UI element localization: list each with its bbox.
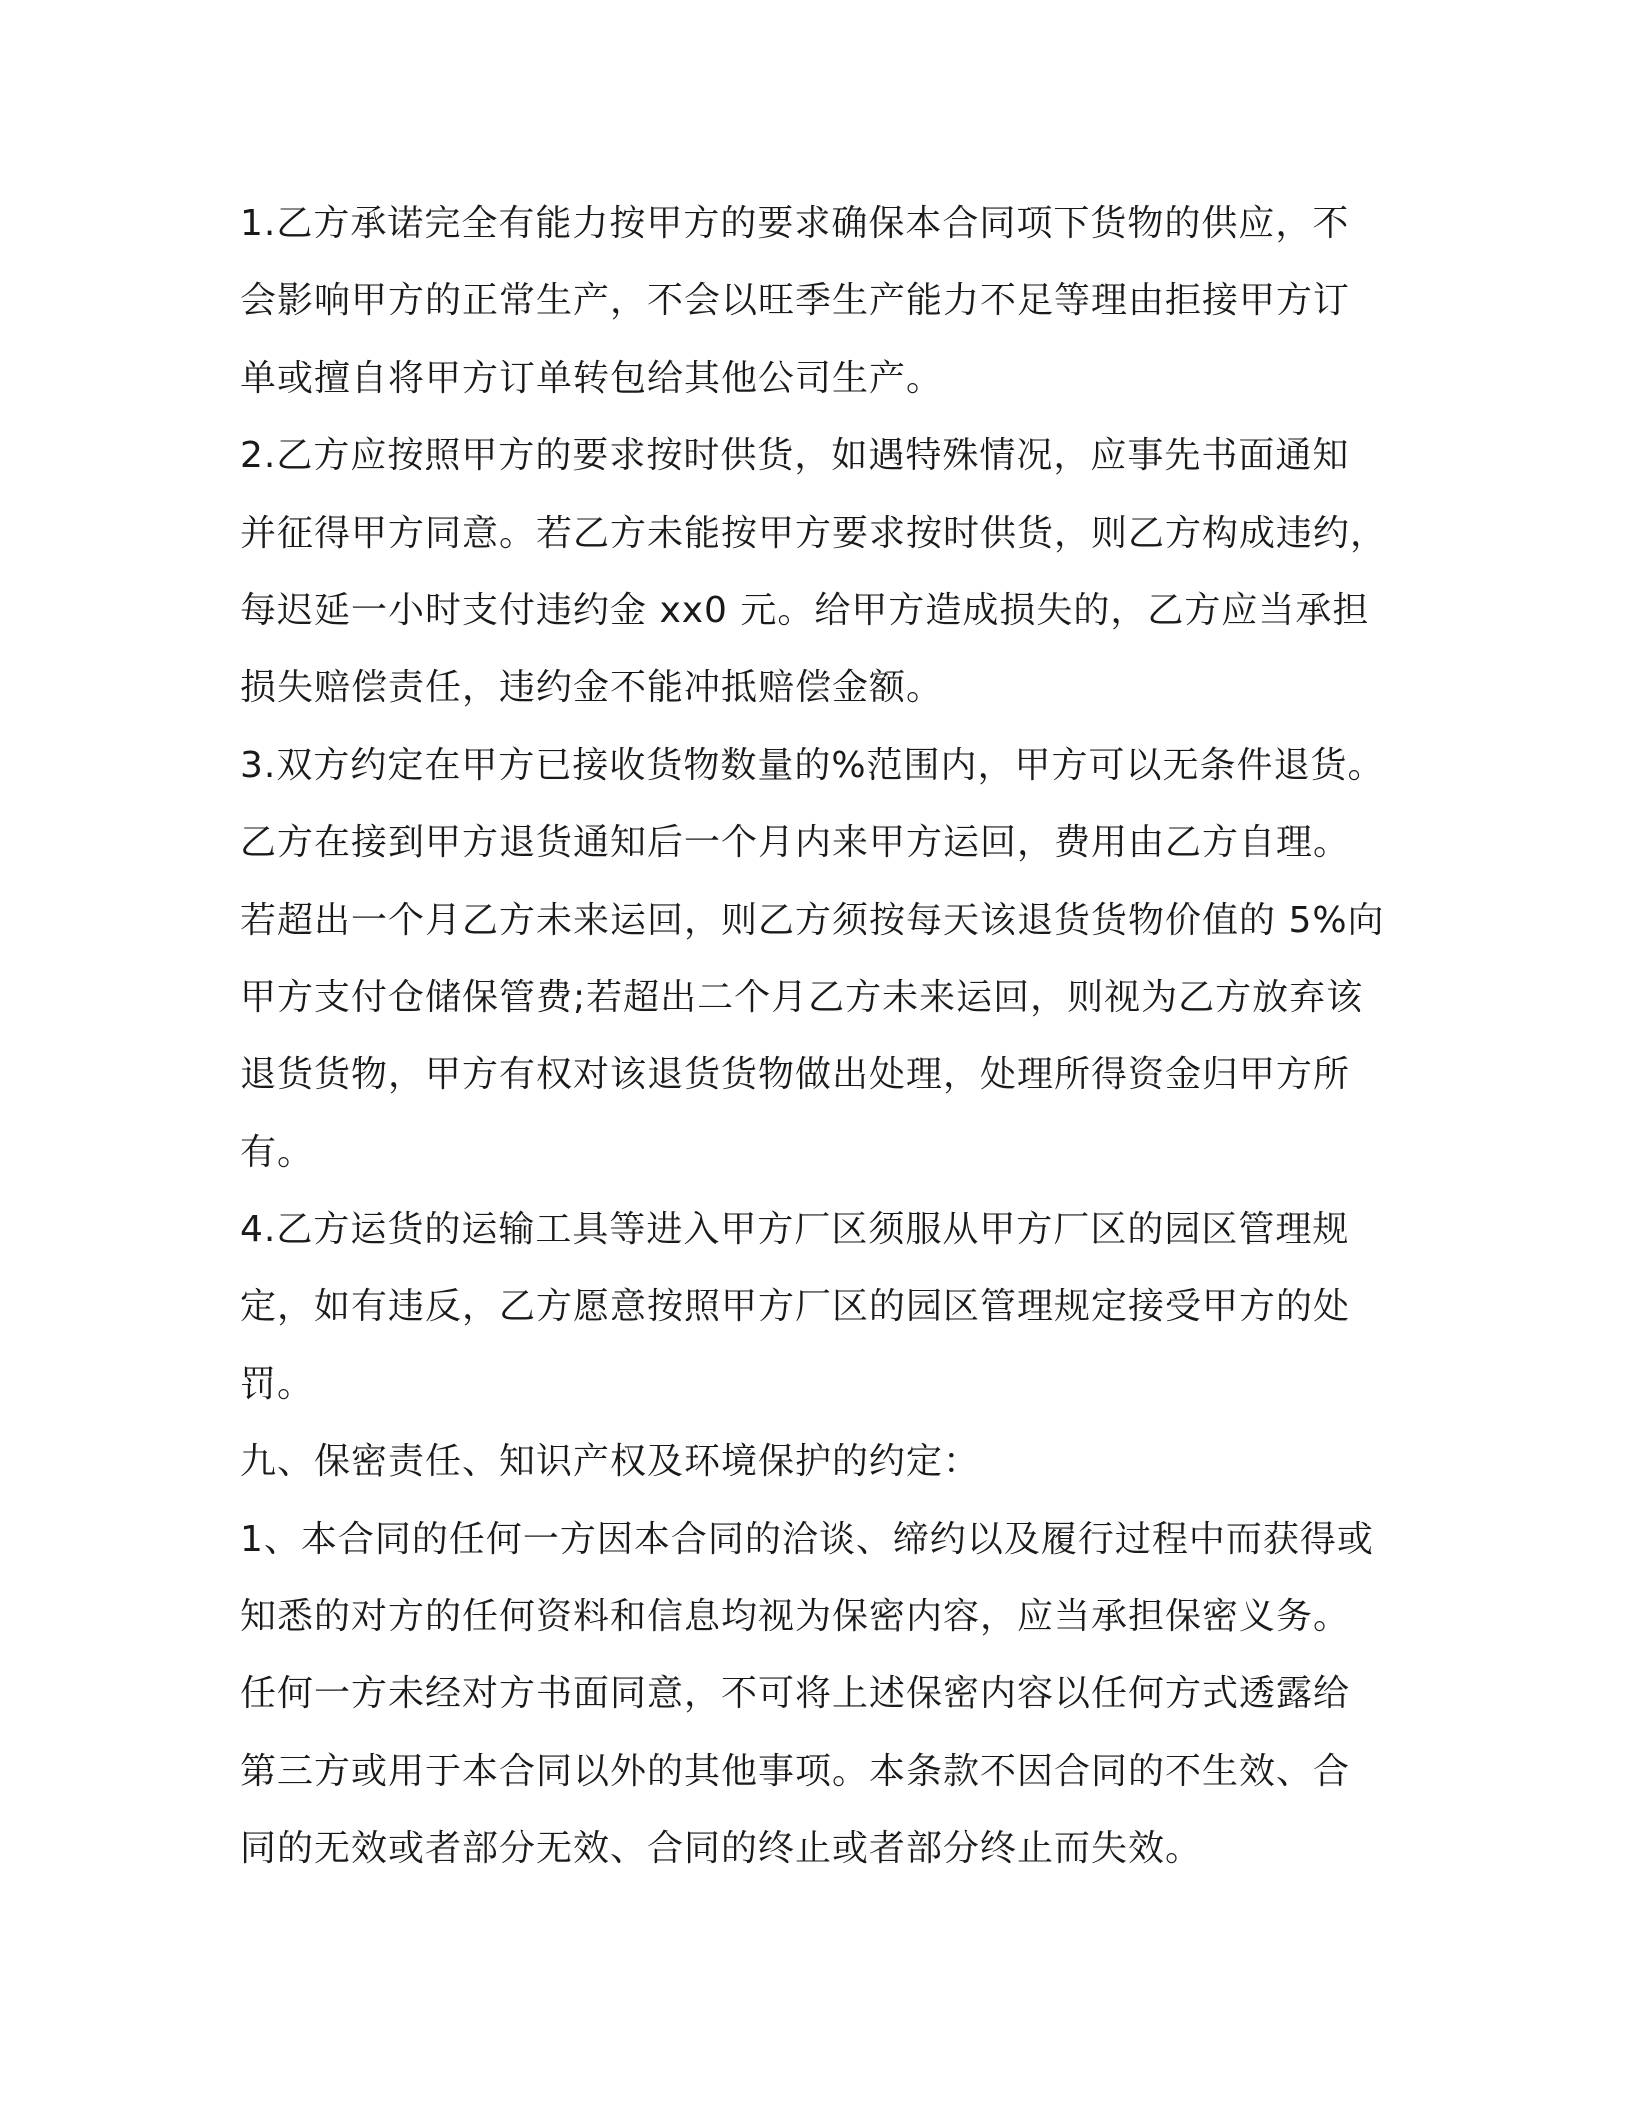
document-body <box>240 185 1390 1888</box>
text-line: 有。 <box>240 1131 315 1173</box>
text-line: 1、本合同的任何一方因本合同的洽谈、缔约以及履行过程中而获得或 <box>240 1518 1374 1560</box>
text-line: 任何一方未经对方书面同意，不可将上述保密内容以任何方式透露给 <box>240 1673 1351 1715</box>
text-line: 知悉的对方的任何资料和信息均视为保密内容，应当承担保密义务。 <box>240 1596 1351 1638</box>
text-line: 第三方或用于本合同以外的其他事项。本条款不因合同的不生效、合 <box>240 1750 1351 1792</box>
text-line: 每迟延一小时支付违约金 xx0 元。给甲方造成损失的，乙方应当承担 <box>240 589 1370 631</box>
text-line: 损失赔偿责任，违约金不能冲抵赔偿金额。 <box>240 667 944 709</box>
text-line: 并征得甲方同意。若乙方未能按甲方要求按时供货，则乙方构成违约， <box>240 512 1388 554</box>
text-line: 乙方在接到甲方退货通知后一个月内来甲方运回，费用由乙方自理。 <box>240 822 1351 864</box>
text-line: 若超出一个月乙方未来运回，则乙方须按每天该退货货物价值的 5%向 <box>240 899 1385 941</box>
section-heading: 九、保密责任、知识产权及环境保护的约定： <box>240 1441 981 1483</box>
text-line: 3.双方约定在甲方已接收货物数量的%范围内，甲方可以无条件退货。 <box>240 744 1385 786</box>
text-line: 同的无效或者部分无效、合同的终止或者部分终止而失效。 <box>240 1828 1203 1870</box>
text-line: 1.乙方承诺完全有能力按甲方的要求确保本合同项下货物的供应，不 <box>240 203 1350 244</box>
text-line: 定，如有违反，乙方愿意按照甲方厂区的园区管理规定接受甲方的处 <box>240 1286 1351 1328</box>
text-line: 罚。 <box>240 1363 315 1405</box>
text-line: 甲方支付仓储保管费;若超出二个月乙方未来运回，则视为乙方放弃该 <box>240 976 1364 1018</box>
text-line: 单或擅自将甲方订单转包给其他公司生产。 <box>240 357 944 399</box>
text-line: 2.乙方应按照甲方的要求按时供货，如遇特殊情况，应事先书面通知 <box>240 435 1350 477</box>
text-line: 退货货物，甲方有权对该退货货物做出处理，处理所得资金归甲方所 <box>240 1054 1351 1096</box>
text-line: 会影响甲方的正常生产，不会以旺季生产能力不足等理由拒接甲方订 <box>240 280 1351 322</box>
text-line: 4.乙方运货的运输工具等进入甲方厂区须服从甲方厂区的园区管理规 <box>240 1209 1350 1251</box>
